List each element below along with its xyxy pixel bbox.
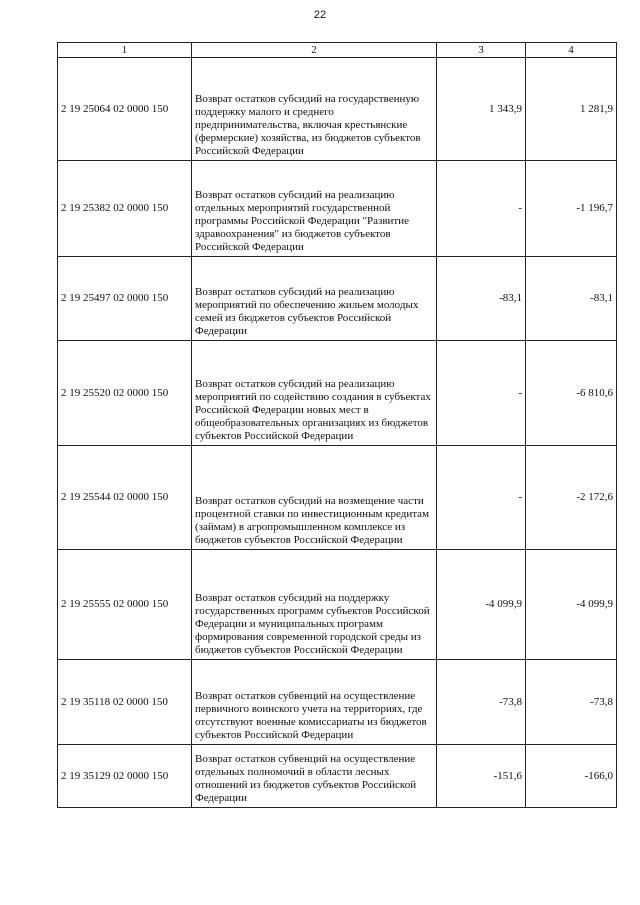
budget-code: 2 19 25497 02 0000 150 bbox=[58, 257, 192, 341]
column-header-1: 1 bbox=[58, 43, 192, 58]
value-col4: -2 172,6 bbox=[526, 446, 617, 550]
budget-code: 2 19 35118 02 0000 150 bbox=[58, 660, 192, 745]
column-header-2: 2 bbox=[192, 43, 437, 58]
value-col4: -166,0 bbox=[526, 745, 617, 808]
table-row bbox=[58, 660, 617, 745]
value-col3: -151,6 bbox=[437, 745, 526, 808]
budget-item-name: Возврат остатков субсидий на реализацию мероприятий по содействию создания в субъектах Российской Федерации новых мест в общеобразовательных организациях из бюджетов субъектов Российской Федерации bbox=[192, 341, 437, 446]
budget-code: 2 19 25520 02 0000 150 bbox=[58, 341, 192, 446]
budget-code: 2 19 25544 02 0000 150 bbox=[58, 446, 192, 550]
table-row bbox=[58, 161, 617, 257]
table-row bbox=[58, 341, 617, 446]
budget-item-name: Возврат остатков субсидий на государственную поддержку малого и среднего предпринимательства, включая крестьянские (фермерские) хозяйства, из бюджетов субъектов Российской Федерации bbox=[192, 58, 437, 161]
value-col3: -83,1 bbox=[437, 257, 526, 341]
budget-code: 2 19 25555 02 0000 150 bbox=[58, 550, 192, 660]
column-header-4: 4 bbox=[526, 43, 617, 58]
budget-item-name: Возврат остатков субсидий на реализацию отдельных мероприятий государственной программы Российской Федерации "Развитие здравоохранения" из бюджетов субъектов Российской Федерации bbox=[192, 161, 437, 257]
table-row bbox=[58, 58, 617, 161]
budget-item-name: Возврат остатков субсидий на возмещение части процентной ставки по инвестиционным кредитам (займам) в агропромышленном комплексе из бюджетов субъектов Российской Федерации bbox=[192, 446, 437, 550]
table-row bbox=[58, 550, 617, 660]
table-row bbox=[58, 745, 617, 808]
value-col3: - bbox=[437, 341, 526, 446]
column-header-3: 3 bbox=[437, 43, 526, 58]
value-col3: - bbox=[437, 161, 526, 257]
table-row bbox=[58, 257, 617, 341]
value-col4: -73,8 bbox=[526, 660, 617, 745]
budget-table bbox=[57, 42, 617, 808]
value-col4: -1 196,7 bbox=[526, 161, 617, 257]
value-col4: -83,1 bbox=[526, 257, 617, 341]
budget-item-name: Возврат остатков субвенций на осуществление первичного воинского учета на территориях, где отсутствуют военные комиссариаты из бюджетов субъектов Российской Федерации bbox=[192, 660, 437, 745]
value-col3: -4 099,9 bbox=[437, 550, 526, 660]
value-col4: -6 810,6 bbox=[526, 341, 617, 446]
value-col3: - bbox=[437, 446, 526, 550]
budget-item-name: Возврат остатков субсидий на реализацию мероприятий по обеспечению жильем молодых семей из бюджетов субъектов Российской Федерации bbox=[192, 257, 437, 341]
value-col4: -4 099,9 bbox=[526, 550, 617, 660]
budget-code: 2 19 25382 02 0000 150 bbox=[58, 161, 192, 257]
table-row bbox=[58, 446, 617, 550]
budget-item-name: Возврат остатков субвенций на осуществление отдельных полномочий в области лесных отношений из бюджетов субъектов Российской Федерации bbox=[192, 745, 437, 808]
budget-code: 2 19 35129 02 0000 150 bbox=[58, 745, 192, 808]
table-header-row bbox=[58, 43, 617, 58]
value-col4: 1 281,9 bbox=[526, 58, 617, 161]
budget-item-name: Возврат остатков субсидий на поддержку государственных программ субъектов Российской Федерации и муниципальных программ формирования современной городской среды из бюджетов субъектов Российской Федерации bbox=[192, 550, 437, 660]
budget-code: 2 19 25064 02 0000 150 bbox=[58, 58, 192, 161]
page-number: 22 bbox=[313, 9, 327, 21]
value-col3: 1 343,9 bbox=[437, 58, 526, 161]
value-col3: -73,8 bbox=[437, 660, 526, 745]
